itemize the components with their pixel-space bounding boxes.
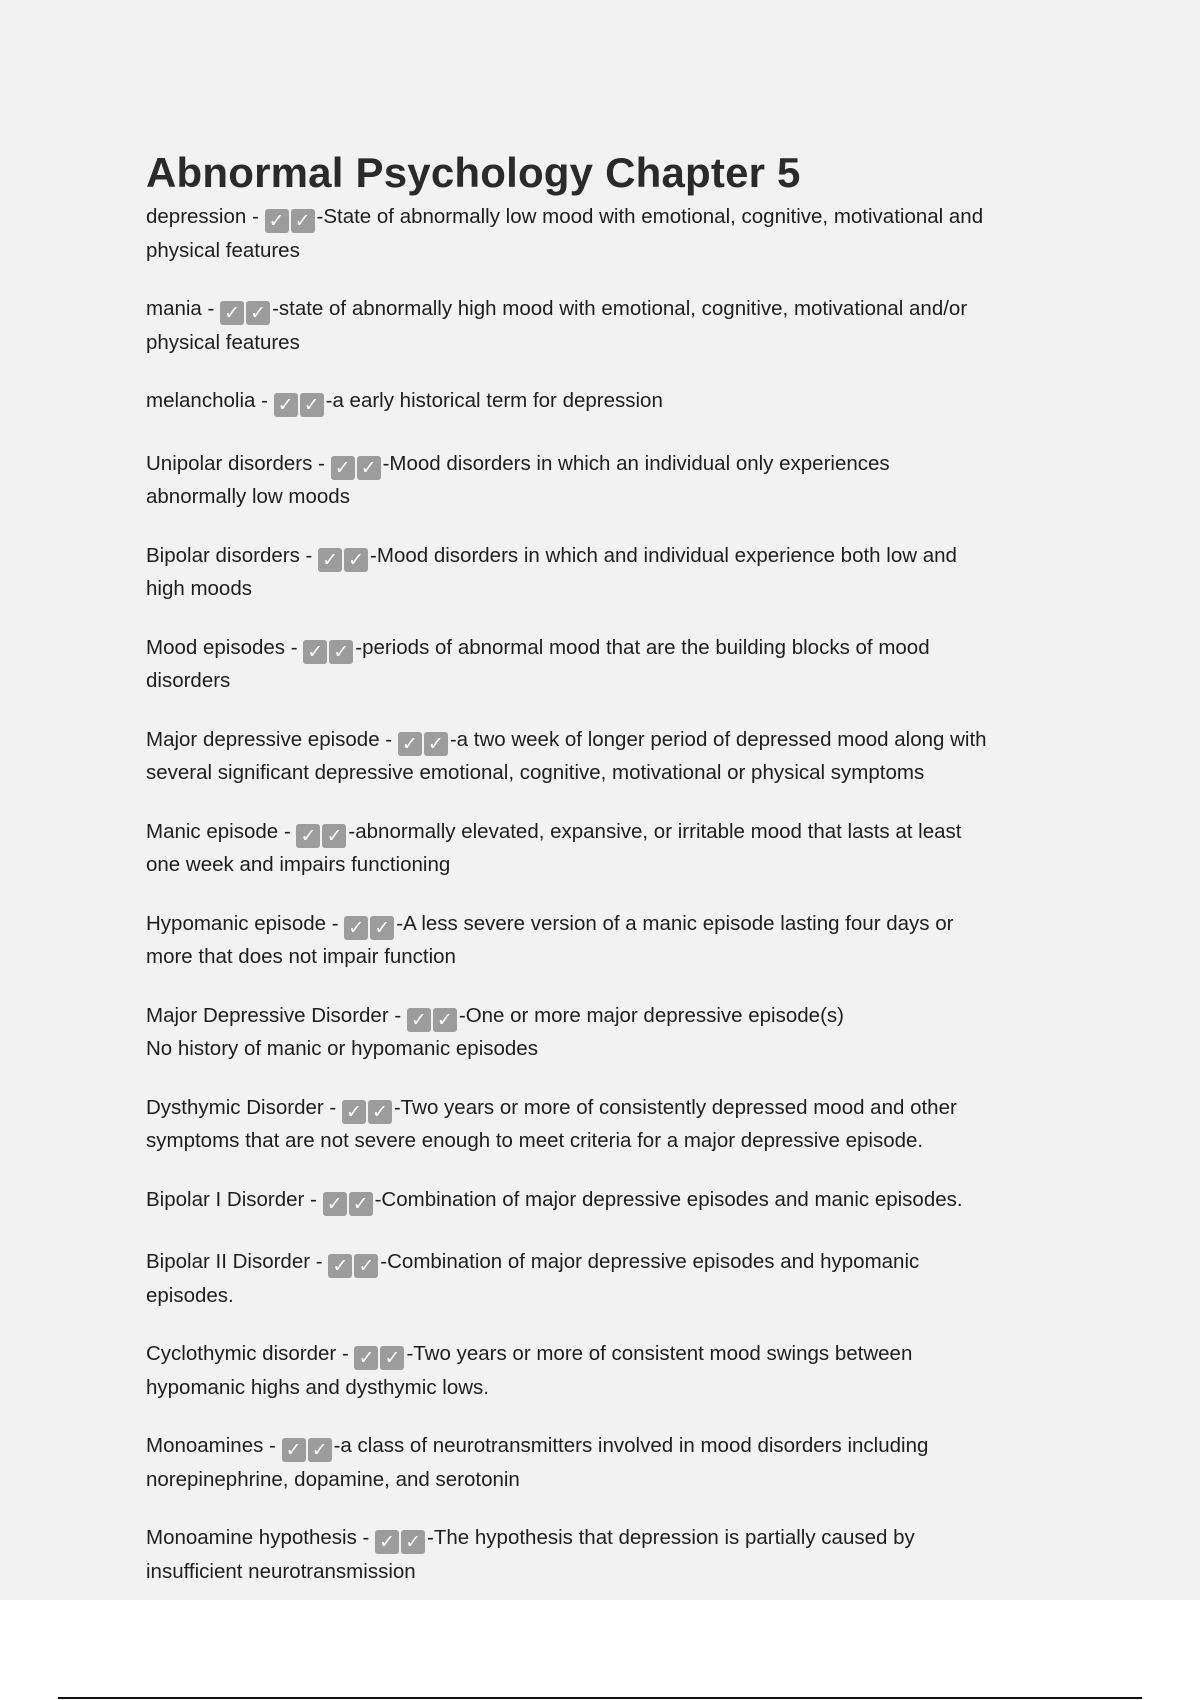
- flashcard-entry: [146, 294, 1076, 357]
- answer-marker: [328, 1251, 380, 1281]
- flashcard-entry: [146, 1093, 1076, 1156]
- flashcard-entry: [146, 1185, 1076, 1219]
- check-mark-icon: ✓: [401, 1530, 425, 1554]
- entry-definition-continued: disorders: [146, 669, 231, 692]
- flashcard-entry: [146, 1247, 1076, 1310]
- flashcard-entry: [146, 1523, 1076, 1586]
- check-mark-icon: ✓: [344, 548, 368, 572]
- entry-term: Hypomanic episode -: [146, 911, 345, 935]
- entry-definition: -periods of abnormal mood that are the building blocks of mood: [355, 635, 930, 659]
- flashcard-entry: [146, 541, 1076, 604]
- answer-marker: [220, 298, 272, 328]
- entry-term: depression -: [146, 205, 265, 228]
- check-mark-icon: ✓: [424, 732, 448, 756]
- footer-divider: [58, 1697, 1142, 1699]
- entry-definition: -The hypothesis that depression is partially caused by: [427, 1526, 915, 1549]
- check-mark-icon: ✓: [354, 1254, 378, 1278]
- entry-term: Unipolar disorders -: [146, 451, 331, 475]
- answer-marker: [354, 1343, 406, 1373]
- check-mark-icon: ✓: [318, 548, 342, 572]
- check-mark-icon: ✓: [354, 1346, 378, 1370]
- page-title: Abnormal Psychology Chapter 5: [146, 149, 801, 196]
- answer-marker: [398, 729, 450, 759]
- entry-term: Mood episodes -: [146, 635, 304, 659]
- entry-term: Major Depressive Disorder -: [146, 1003, 407, 1027]
- entry-definition: -a two week of longer period of depressed mood along with: [449, 727, 987, 751]
- entry-term: melancholia -: [146, 389, 274, 412]
- check-mark-icon: ✓: [370, 916, 394, 940]
- check-mark-icon: ✓: [407, 1008, 431, 1032]
- flashcard-entry: [146, 1431, 1076, 1494]
- entry-definition: -Combination of major depressive episodes and hypomanic: [380, 1250, 920, 1273]
- flashcard-entry: [146, 725, 1076, 788]
- entry-term: Bipolar II Disorder -: [146, 1250, 329, 1273]
- check-mark-icon: ✓: [246, 301, 270, 325]
- entry-term: Monoamines -: [146, 1434, 282, 1457]
- check-mark-icon: ✓: [322, 824, 346, 848]
- answer-marker: [323, 1189, 375, 1219]
- entry-term: mania -: [146, 297, 221, 320]
- entry-definition: -abnormally elevated, expansive, or irritable mood that lasts at least: [348, 819, 962, 843]
- check-mark-icon: ✓: [328, 1254, 352, 1278]
- entry-definition: -a early historical term for depression: [325, 389, 663, 412]
- entry-definition-continued: one week and impairs functioning: [146, 853, 451, 876]
- check-mark-icon: ✓: [329, 640, 353, 664]
- check-mark-icon: ✓: [323, 1192, 347, 1216]
- check-mark-icon: ✓: [368, 1100, 392, 1124]
- entry-definition-continued: hypomanic highs and dysthymic lows.: [146, 1375, 489, 1399]
- entry-definition: -A less severe version of a manic episode lasting four days or: [396, 911, 954, 935]
- entry-term: Monoamine hypothesis -: [146, 1526, 376, 1549]
- answer-marker: [342, 1097, 394, 1127]
- flashcard-entry: [146, 817, 1076, 880]
- entry-term: Major depressive episode -: [146, 727, 398, 751]
- answer-marker: [344, 913, 396, 943]
- flashcard-entry: [146, 386, 1076, 420]
- answer-marker: [331, 453, 383, 483]
- entry-definition: -Two years or more of consistent mood swings between: [406, 1342, 913, 1365]
- answer-marker: [274, 390, 326, 420]
- document-content: [146, 146, 1076, 1615]
- entry-term: Cyclothymic disorder -: [146, 1342, 355, 1365]
- answer-marker: [296, 821, 348, 851]
- check-mark-icon: ✓: [331, 456, 355, 480]
- entry-term: Dysthymic Disorder -: [146, 1095, 342, 1119]
- entry-definition: -One or more major depressive episode(s): [458, 1003, 844, 1027]
- answer-marker: [303, 637, 355, 667]
- check-mark-icon: ✓: [342, 1100, 366, 1124]
- entry-definition: -State of abnormally low mood with emotional, cognitive, motivational and: [316, 205, 984, 228]
- entry-definition: -Mood disorders in which an individual only experiences: [382, 451, 890, 475]
- check-mark-icon: ✓: [357, 456, 381, 480]
- entry-definition: -Two years or more of consistently depressed mood and other: [393, 1095, 957, 1119]
- entry-definition-continued: symptoms that are not severe enough to meet criteria for a major depressive episode.: [146, 1129, 924, 1152]
- entry-definition-continued: abnormally low moods: [146, 485, 350, 508]
- answer-marker: [282, 1435, 334, 1465]
- entry-definition-continued: physical features: [146, 330, 300, 354]
- flashcard-entry: [146, 1339, 1076, 1402]
- entry-term: Manic episode -: [146, 819, 297, 843]
- check-mark-icon: ✓: [349, 1192, 373, 1216]
- entry-definition-continued: high moods: [146, 577, 252, 600]
- entry-definition-continued: more that does not impair function: [146, 945, 456, 968]
- check-mark-icon: ✓: [375, 1530, 399, 1554]
- answer-marker: [407, 1005, 459, 1035]
- check-mark-icon: ✓: [296, 824, 320, 848]
- flashcard-entry: [146, 1001, 1076, 1064]
- entry-term: Bipolar disorders -: [146, 543, 319, 567]
- check-mark-icon: ✓: [220, 301, 244, 325]
- check-mark-icon: ✓: [380, 1346, 404, 1370]
- answer-marker: [265, 206, 317, 236]
- flashcard-entry: [146, 633, 1076, 696]
- check-mark-icon: ✓: [303, 640, 327, 664]
- check-mark-icon: ✓: [274, 393, 298, 417]
- check-mark-icon: ✓: [265, 209, 289, 233]
- check-mark-icon: ✓: [344, 916, 368, 940]
- entry-definition-continued: several significant depressive emotional, cognitive, motivational or physical symptoms: [146, 761, 925, 784]
- flashcard-entry: [146, 202, 1076, 265]
- check-mark-icon: ✓: [398, 732, 422, 756]
- entry-term: Bipolar I Disorder -: [146, 1187, 323, 1211]
- entry-definition: -state of abnormally high mood with emotional, cognitive, motivational and/or: [272, 297, 968, 320]
- entry-definition: -Mood disorders in which and individual experience both low and: [370, 543, 957, 567]
- check-mark-icon: ✓: [291, 209, 315, 233]
- flashcard-entry: [146, 909, 1076, 972]
- entry-definition: -Combination of major depressive episodes and manic episodes.: [374, 1187, 963, 1211]
- flashcard-list: [146, 202, 1076, 1586]
- check-mark-icon: ✓: [282, 1438, 306, 1462]
- entry-definition-continued: episodes.: [146, 1283, 234, 1307]
- entry-definition-continued: physical features: [146, 238, 300, 262]
- entry-definition-continued: norepinephrine, dopamine, and serotonin: [146, 1467, 520, 1491]
- check-mark-icon: ✓: [300, 393, 324, 417]
- answer-marker: [375, 1527, 427, 1557]
- entry-definition-continued: insufficient neurotransmission: [146, 1559, 416, 1583]
- flashcard-entry: [146, 449, 1076, 512]
- check-mark-icon: ✓: [433, 1008, 457, 1032]
- entry-definition: -a class of neurotransmitters involved in mood disorders including: [333, 1434, 929, 1457]
- entry-definition-continued: No history of manic or hypomanic episodes: [146, 1037, 538, 1060]
- answer-marker: [318, 545, 370, 575]
- check-mark-icon: ✓: [308, 1438, 332, 1462]
